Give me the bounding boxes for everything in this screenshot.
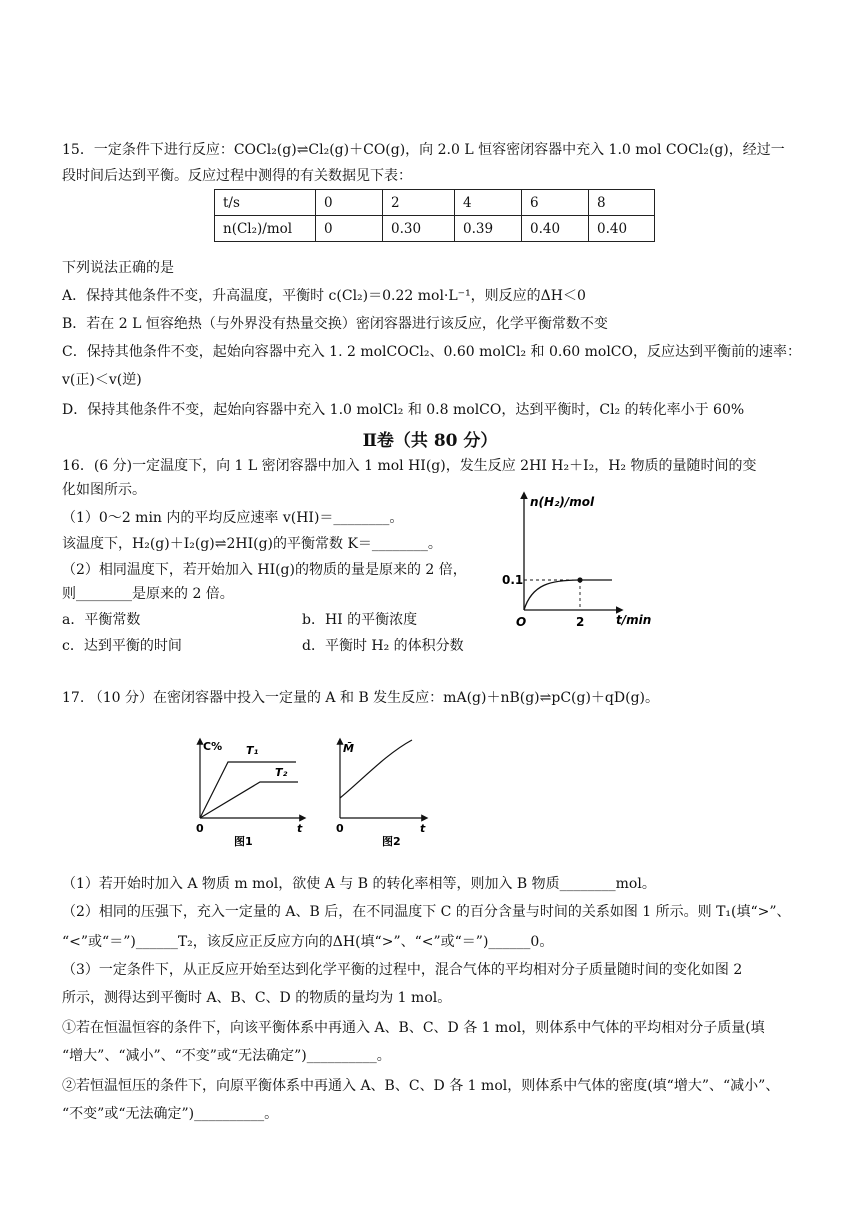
q15-option-b: B．若在 2 L 恒容绝热（与外界没有热量交换）密闭容器进行该反应，化学平衡常数不变 — [62, 316, 608, 332]
table-cell: t/s — [215, 190, 316, 216]
q15-option-d: D．保持其他条件不变，起始向容器中充入 1.0 molCl₂ 和 0.8 molCO，达到平衡时，Cl₂ 的转化率小于 60% — [62, 402, 745, 418]
q17-part3-sub1: ①若在恒温恒容的条件下，向该平衡体系中再通入 A、B、C、D 各 1 mol，则体系中气体的平均相对分子质量(填 — [62, 1020, 765, 1036]
graph-y-tick: 0.1 — [502, 573, 524, 587]
q16-choice-b: b．HI 的平衡浓度 — [302, 612, 418, 628]
graph-origin: O — [516, 615, 527, 629]
h2-curve — [524, 580, 612, 610]
q17-part2: （2）相同的压强下，充入一定量的 A、B 后，在不同温度下 C 的百分含量与时间的关系如图 1 所示。则 T₁(填“>”、 — [62, 904, 791, 920]
fig1-caption: 图1 — [234, 835, 253, 848]
q17-part3-sub1-cont: “增大”、“减小”、“不变”或“无法确定”)__________。 — [62, 1048, 391, 1064]
q16-choice-a: a．平衡常数 — [62, 612, 141, 628]
h2-amount-graph — [496, 484, 666, 636]
q17-part3-sub2: ②若恒温恒压的条件下，向原平衡体系中再通入 A、B、C、D 各 1 mol，则体系中气体的密度(填“增大”、“减小”、 — [62, 1078, 780, 1094]
q17-part3: （3）一定条件下，从正反应开始至达到化学平衡的过程中，混合气体的平均相对分子质量随时间的变化如图 2 — [62, 962, 743, 978]
q16-choice-c: c．达到平衡的时间 — [62, 638, 182, 654]
table-cell: 0.39 — [455, 216, 522, 242]
q16-choice-d: d．平衡时 H₂ 的体积分数 — [302, 638, 464, 654]
q15-option-a: A．保持其他条件不变，升高温度，平衡时 c(Cl₂)＝0.22 mol·L⁻¹，则反应的ΔH＜0 — [62, 288, 586, 304]
q15-option-c: C．保持其他条件不变，起始向容器中充入 1. 2 molCOCl₂、0.60 molCl₂ 和 0.60 molCO，反应达到平衡前的速率： — [62, 344, 801, 360]
q17-part3-cont: 所示，测得达到平衡时 A、B、C、D 的物质的量均为 1 mol。 — [62, 990, 452, 1006]
fig1-t1-label: T₁ — [246, 744, 259, 757]
fig1-origin: 0 — [196, 822, 204, 835]
table-cell: 0.40 — [589, 216, 655, 242]
fig1-x-label: t — [297, 822, 303, 835]
q15-line2: 段时间后达到平衡。反应过程中测得的有关数据见下表： — [62, 168, 412, 184]
table-cell: 0 — [316, 216, 383, 242]
graph-x-label: t/min — [616, 613, 652, 627]
table-cell: n(Cl₂)/mol — [215, 216, 316, 242]
fig1-y-label: C% — [203, 740, 223, 753]
q17-part1: （1）若开始时加入 A 物质 m mol，欲使 A 与 B 的转化率相等，则加入 B 物质________mol。 — [62, 876, 656, 892]
fig2-origin: 0 — [336, 822, 344, 835]
q17-part3-sub2-cont: “不变”或“无法确定”)__________。 — [62, 1106, 279, 1122]
section-title: Ⅱ卷（共 80 分） — [362, 431, 498, 451]
table-cell: 0.40 — [522, 216, 589, 242]
fig2-y-label: M̄ — [343, 742, 354, 755]
equilibrium-point — [577, 577, 582, 582]
data-table — [214, 189, 655, 242]
table-cell: 6 — [522, 190, 589, 216]
graph-x-tick: 2 — [576, 615, 585, 629]
table-row — [215, 216, 655, 242]
q16-line1: 16．(6 分)一定温度下，向 1 L 密闭容器中加入 1 mol HI(g)，发生反应 2HI H₂＋I₂，H₂ 物质的量随时间的变 — [62, 458, 757, 474]
fig1-t2-label: T₂ — [275, 766, 288, 779]
table-cell: 8 — [589, 190, 655, 216]
q16-part1-k: 该温度下，H₂(g)＋I₂(g)⇌2HI(g)的平衡常数 K＝________。 — [62, 536, 442, 552]
fig2-x-label: t — [420, 822, 426, 835]
graph-y-label: n(H₂)/mol — [530, 495, 595, 509]
q15-prompt: 下列说法正确的是 — [62, 260, 174, 276]
table-cell: 0.30 — [383, 216, 455, 242]
figure-1 — [188, 734, 313, 850]
table-cell: 4 — [455, 190, 522, 216]
figure-2 — [328, 734, 453, 850]
table-row — [215, 190, 655, 216]
q16-part2-cont: 则________是原来的 2 倍。 — [62, 586, 234, 602]
q15-option-c-cont: v(正)＜v(逆) — [62, 372, 142, 388]
q16-part2: （2）相同温度下，若开始加入 HI(g)的物质的量是原来的 2 倍， — [62, 562, 467, 578]
table-cell: 2 — [383, 190, 455, 216]
fig2-caption: 图2 — [382, 835, 401, 848]
q17-part2-cont: “<”或“＝”)______T₂，该反应正反应方向的ΔH(填“>”、“<”或“＝”)______0。 — [62, 934, 554, 950]
table-cell: 0 — [316, 190, 383, 216]
q15-line1: 15．一定条件下进行反应：COCl₂(g)⇌Cl₂(g)＋CO(g)，向 2.0 L 恒容密闭容器中充入 1.0 mol COCl₂(g)，经过一 — [62, 142, 785, 158]
q16-part1: （1）0～2 min 内的平均反应速率 v(HI)＝________。 — [62, 510, 404, 526]
q16-line2: 化如图所示。 — [62, 482, 146, 498]
q17-line1: 17. （10 分）在密闭容器中投入一定量的 A 和 B 发生反应：mA(g)＋nB(g)⇌pC(g)＋qD(g)。 — [62, 690, 660, 706]
